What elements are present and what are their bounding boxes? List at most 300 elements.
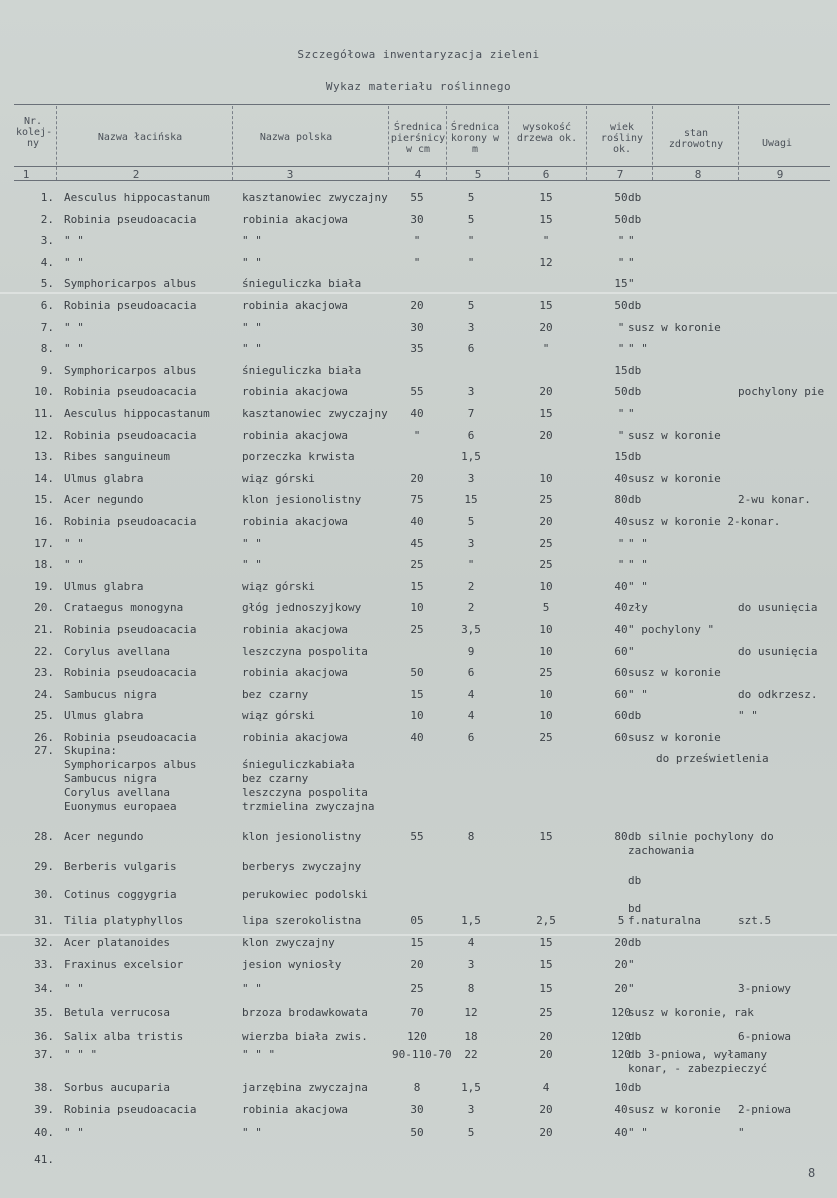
trunk-diameter: 50: [410, 666, 424, 680]
row-number: 13.: [34, 450, 54, 464]
trunk-diameter: ": [413, 428, 421, 442]
polish-name: robinia akacjowa: [242, 428, 348, 442]
trunk-diameter: 35: [410, 342, 424, 356]
tree-height: 15: [539, 191, 553, 204]
crown-diameter: ": [467, 255, 475, 269]
latin-name: Robinia pseudoacacia: [64, 515, 197, 528]
polish-name: robinia akacjowa: [242, 731, 348, 744]
row-number: 1.: [40, 191, 54, 204]
polish-name: bez czarny: [242, 687, 309, 701]
row-number: 21.: [34, 623, 54, 636]
plant-age: 120: [611, 1006, 631, 1019]
health-condition-continued: db: [628, 874, 642, 887]
plant-age: ": [617, 320, 625, 334]
health-condition: " ": [628, 342, 648, 356]
tree-height: 15: [539, 212, 553, 226]
plant-age: 5: [617, 914, 625, 927]
column-number: 6: [542, 168, 550, 181]
tree-height: 20: [539, 1048, 553, 1061]
row-number: 14.: [34, 471, 54, 485]
health-condition: susz w koronie 2-konar.: [628, 515, 781, 528]
trunk-diameter: 50: [410, 1126, 424, 1139]
row-number: 12.: [34, 428, 54, 442]
polish-name: brzoza brodawkowata: [242, 1006, 368, 1019]
plant-age: 80: [614, 830, 628, 843]
polish-name: robinia akacjowa: [242, 623, 348, 636]
group-latin-name: Sambucus nigra: [64, 772, 157, 785]
header-divider: [446, 106, 447, 180]
health-condition-continued: konar, - zabezpieczyć: [628, 1062, 768, 1075]
crown-diameter: 5: [467, 191, 475, 204]
crown-diameter: 22: [464, 1048, 478, 1061]
polish-name: robinia akacjowa: [242, 299, 348, 312]
trunk-diameter: 40: [410, 407, 424, 420]
health-condition: susz w koronie: [628, 731, 721, 744]
trunk-diameter: 15: [410, 579, 424, 593]
tree-height: ": [542, 234, 550, 248]
crown-diameter: 1,5: [461, 1081, 481, 1094]
crown-diameter: 9: [467, 644, 475, 658]
plant-age: ": [617, 342, 625, 356]
tree-height: 20: [539, 1030, 553, 1043]
latin-name: " ": [64, 234, 84, 248]
crown-diameter: ": [467, 558, 475, 572]
row-number: 3.: [40, 234, 54, 248]
column-number: 7: [616, 168, 624, 181]
polish-name: jarzębina zwyczajna: [242, 1081, 368, 1094]
trunk-diameter: 55: [410, 830, 424, 843]
plant-age: 15: [614, 450, 628, 464]
latin-name: Berberis vulgaris: [64, 860, 177, 873]
plant-age: 120: [611, 1048, 631, 1061]
tree-height: 10: [539, 687, 553, 701]
plant-age: 40: [614, 471, 628, 485]
trunk-diameter: 25: [410, 982, 424, 995]
row-number: 22.: [34, 644, 54, 658]
row-number: 19.: [34, 579, 54, 593]
plant-age: ": [617, 558, 625, 572]
latin-name: Symphoricarpos albus: [64, 277, 197, 291]
polish-name: wiąz górski: [242, 709, 315, 723]
row-number: 24.: [34, 687, 54, 701]
plant-age: 20: [614, 982, 628, 995]
row-number: 38.: [34, 1081, 54, 1094]
header-divider: [738, 106, 739, 180]
latin-name: Robinia pseudoacacia: [64, 1103, 197, 1116]
crown-diameter: 5: [467, 515, 475, 528]
latin-name: Cotinus coggygria: [64, 888, 177, 901]
health-condition: ": [628, 644, 635, 658]
document-subtitle: Wykaz materiału roślinnego: [325, 80, 512, 93]
trunk-diameter: 20: [410, 471, 424, 485]
row-number: 2.: [40, 212, 54, 226]
plant-age: ": [617, 255, 625, 269]
trunk-diameter: 30: [410, 320, 424, 334]
plant-age: 20: [614, 936, 628, 949]
document-title: Szczegółowa inwentaryzacja zieleni: [297, 48, 540, 61]
tree-height: 15: [539, 982, 553, 995]
trunk-diameter: 10: [410, 709, 424, 723]
tree-height: 20: [539, 428, 553, 442]
group-latin-label: Skupina:: [64, 744, 117, 757]
remarks: " ": [738, 709, 758, 723]
header-uwagi: Uwagi: [761, 138, 793, 149]
row-number: 40.: [34, 1126, 54, 1139]
health-condition: db: [628, 299, 642, 312]
trunk-diameter: 90-110-70: [392, 1048, 452, 1061]
health-condition: " ": [628, 1126, 648, 1139]
plant-age: 120: [611, 1030, 631, 1043]
plant-age: 10: [614, 1081, 628, 1094]
polish-name: robinia akacjowa: [242, 385, 348, 399]
plant-age: 40: [614, 1103, 628, 1116]
health-condition: ": [628, 958, 635, 971]
tree-height: 10: [539, 644, 553, 658]
health-condition: db: [628, 212, 642, 226]
tree-height: 25: [539, 558, 553, 572]
health-condition: ": [628, 407, 635, 420]
trunk-diameter: 45: [410, 536, 424, 550]
health-condition-continued: zachowania: [628, 844, 695, 857]
crown-diameter: 6: [467, 342, 475, 356]
trunk-diameter: ": [413, 234, 421, 248]
health-condition: db silnie pochylony do: [628, 830, 774, 843]
page-mark: 8: [808, 1166, 816, 1180]
plant-age: 60: [614, 644, 628, 658]
header-latin: Nazwa łacińska: [97, 132, 183, 143]
row-number: 11.: [34, 407, 54, 420]
health-condition: " ": [628, 579, 648, 593]
remarks: pochylony pie: [738, 385, 825, 399]
row-number: 41.: [34, 1153, 54, 1166]
crown-diameter: 15: [464, 493, 478, 507]
trunk-diameter: 40: [410, 731, 424, 744]
group-latin-name: Corylus avellana: [64, 786, 170, 799]
tree-height: 25: [539, 666, 553, 680]
tree-height: 25: [539, 493, 553, 507]
latin-name: Robinia pseudoacacia: [64, 385, 197, 399]
polish-name: " ": [242, 234, 262, 248]
row-number: 32.: [34, 936, 54, 949]
plant-age: 50: [614, 212, 628, 226]
latin-name: Ulmus glabra: [64, 471, 144, 485]
latin-name: Aesculus hippocastanum: [64, 191, 210, 204]
group-condition: do prześwietlenia: [656, 752, 769, 765]
polish-name: klon jesionolistny: [242, 493, 362, 507]
crown-diameter: 4: [467, 936, 475, 949]
header-divider: [652, 106, 653, 180]
header-divider: [232, 106, 233, 180]
tree-height: 2,5: [536, 914, 556, 927]
header-wiek: wiek rośliny ok.: [600, 122, 644, 155]
polish-name: " ": [242, 255, 262, 269]
plant-age: 50: [614, 385, 628, 399]
plant-age: 15: [614, 363, 628, 377]
polish-name: berberys zwyczajny: [242, 860, 362, 873]
header-nr: Nr. kolej- ny: [16, 116, 53, 149]
polish-name: robinia akacjowa: [242, 666, 348, 680]
row-number: 10.: [34, 385, 54, 399]
header-divider: [388, 106, 389, 180]
tree-height: 10: [539, 709, 553, 723]
crown-diameter: 18: [464, 1030, 478, 1043]
polish-name: robinia akacjowa: [242, 212, 348, 226]
tree-height: 4: [542, 1081, 550, 1094]
header-divider: [56, 106, 57, 180]
plant-age: 50: [614, 191, 628, 204]
tree-height: 15: [539, 936, 553, 949]
column-number: 1: [22, 168, 30, 181]
polish-name: " ": [242, 982, 262, 995]
crown-diameter: 3: [467, 536, 475, 550]
crown-diameter: ": [467, 234, 475, 248]
polish-name: wierzba biała zwis.: [242, 1030, 368, 1043]
health-condition: f.naturalna: [628, 914, 701, 927]
trunk-diameter: 40: [410, 515, 424, 528]
row-number: 26.: [34, 731, 54, 744]
crown-diameter: 6: [467, 428, 475, 442]
trunk-diameter: 20: [410, 299, 424, 312]
trunk-diameter: 20: [410, 958, 424, 971]
plant-age: ": [617, 234, 625, 248]
row-number: 34.: [34, 982, 54, 995]
polish-name: porzeczka krwista: [242, 450, 355, 464]
row-number: 7.: [40, 320, 54, 334]
crown-diameter: 5: [467, 1126, 475, 1139]
group-polish-name: bez czarny: [242, 772, 309, 785]
latin-name: Crataegus monogyna: [64, 601, 184, 615]
row-number: 5.: [40, 277, 54, 291]
tree-height: 10: [539, 623, 553, 636]
polish-name: wiąz górski: [242, 579, 315, 593]
health-condition: " ": [628, 687, 648, 701]
health-condition: db 3-pniowa, wyłamany: [628, 1048, 768, 1061]
tree-height: 20: [539, 1126, 553, 1139]
health-condition: db: [628, 363, 642, 377]
tree-height: 10: [539, 471, 553, 485]
header-piersnica: Średnica pierśnicy w cm: [390, 122, 446, 155]
plant-age: 15: [614, 277, 628, 291]
remarks: szt.5: [738, 914, 772, 927]
row-number: 33.: [34, 958, 54, 971]
tree-height: 20: [539, 385, 553, 399]
header-divider: [508, 106, 509, 180]
latin-name: Robinia pseudoacacia: [64, 623, 197, 636]
column-number: 4: [414, 168, 422, 181]
latin-name: Fraxinus excelsior: [64, 958, 184, 971]
latin-name: " " ": [64, 1048, 98, 1061]
crown-diameter: 1,5: [461, 914, 481, 927]
remarks: do usunięcia: [738, 644, 818, 658]
plant-age: 20: [614, 958, 628, 971]
row-number: 15.: [34, 493, 54, 507]
health-condition: db: [628, 450, 642, 464]
group-polish-name: leszczyna pospolita: [242, 786, 368, 799]
crown-diameter: 1,5: [461, 450, 481, 464]
header-divider: [586, 106, 587, 180]
remarks: 3-pniowy: [738, 982, 791, 995]
health-condition: ": [628, 255, 635, 269]
health-condition: susz w koronie: [628, 471, 721, 485]
latin-name: Tilia platyphyllos: [64, 914, 184, 927]
tree-height: 12: [539, 255, 553, 269]
latin-name: " ": [64, 255, 84, 269]
plant-age: ": [617, 407, 625, 420]
trunk-diameter: 8: [413, 1081, 421, 1094]
health-condition-continued: bd: [628, 902, 642, 915]
group-latin-name: Euonymus europaea: [64, 800, 177, 813]
tree-height: 5: [542, 601, 550, 615]
trunk-diameter: 15: [410, 687, 424, 701]
polish-name: kasztanowiec zwyczajny: [242, 191, 388, 204]
plant-age: 60: [614, 687, 628, 701]
polish-name: śnieguliczka biała: [242, 363, 362, 377]
health-condition: db: [628, 709, 642, 723]
health-condition: db: [628, 1030, 642, 1043]
header-wysokosc: wysokość drzewa ok.: [516, 122, 578, 144]
crown-diameter: 3: [467, 471, 475, 485]
trunk-diameter: ": [413, 255, 421, 269]
crown-diameter: 12: [464, 1006, 478, 1019]
health-condition: db: [628, 493, 642, 507]
latin-name: " ": [64, 536, 84, 550]
row-number: 25.: [34, 709, 54, 723]
plant-age: 60: [614, 666, 628, 680]
row-number: 18.: [34, 558, 54, 572]
latin-name: Acer negundo: [64, 493, 144, 507]
latin-name: Ulmus glabra: [64, 709, 144, 723]
tree-height: 20: [539, 320, 553, 334]
tree-height: 15: [539, 830, 553, 843]
polish-name: lipa szerokolistna: [242, 914, 362, 927]
group-polish-name: śnieguliczkabiała: [242, 758, 355, 771]
group-latin-name: Symphoricarpos albus: [64, 758, 197, 771]
health-condition: susz w koronie, rak: [628, 1006, 754, 1019]
row-number: 30.: [34, 888, 54, 901]
latin-name: Robinia pseudoacacia: [64, 428, 197, 442]
latin-name: Robinia pseudoacacia: [64, 212, 197, 226]
tree-height: 25: [539, 731, 553, 744]
latin-name: " ": [64, 320, 84, 334]
health-condition: susz w koronie: [628, 1103, 721, 1116]
tree-height: 20: [539, 1103, 553, 1116]
health-condition: ": [628, 277, 635, 291]
crown-diameter: 6: [467, 731, 475, 744]
row-number: 28.: [34, 830, 54, 843]
polish-name: jesion wyniosły: [242, 958, 342, 971]
row-number: 16.: [34, 515, 54, 528]
crown-diameter: 6: [467, 666, 475, 680]
remarks: do usunięcia: [738, 601, 818, 615]
health-condition: " ": [628, 558, 648, 572]
health-condition: db: [628, 385, 642, 399]
header-rule: [14, 166, 830, 167]
plant-age: 40: [614, 515, 628, 528]
trunk-diameter: 70: [410, 1006, 424, 1019]
trunk-diameter: 75: [410, 493, 424, 507]
health-condition: db: [628, 191, 642, 204]
health-condition: susz w koronie: [628, 320, 721, 334]
polish-name: " ": [242, 342, 262, 356]
tree-height: 10: [539, 579, 553, 593]
latin-name: Robinia pseudoacacia: [64, 666, 197, 680]
row-number: 4.: [40, 255, 54, 269]
row-number: 36.: [34, 1030, 54, 1043]
tree-height: 15: [539, 407, 553, 420]
polish-name: " ": [242, 1126, 262, 1139]
crown-diameter: 7: [467, 407, 475, 420]
latin-name: Ulmus glabra: [64, 579, 144, 593]
row-number: 35.: [34, 1006, 54, 1019]
crown-diameter: 4: [467, 687, 475, 701]
paper-fold: [0, 292, 837, 294]
remarks: 2-wu konar.: [738, 493, 811, 507]
trunk-diameter: 10: [410, 601, 424, 615]
trunk-diameter: 30: [410, 212, 424, 226]
row-number: 20.: [34, 601, 54, 615]
latin-name: Aesculus hippocastanum: [64, 407, 210, 420]
column-number: 5: [474, 168, 482, 181]
latin-name: " ": [64, 342, 84, 356]
header-polish: Nazwa polska: [259, 132, 333, 143]
tree-height: 25: [539, 1006, 553, 1019]
polish-name: wiąz górski: [242, 471, 315, 485]
row-number: 6.: [40, 299, 54, 312]
column-number: 3: [286, 168, 294, 181]
column-number: 8: [694, 168, 702, 181]
trunk-diameter: 55: [410, 191, 424, 204]
crown-diameter: 3,5: [461, 623, 481, 636]
plant-age: 50: [614, 299, 628, 312]
crown-diameter: 2: [467, 601, 475, 615]
trunk-diameter: 25: [410, 558, 424, 572]
row-number: 8.: [40, 342, 54, 356]
plant-age: ": [617, 536, 625, 550]
polish-name: głóg jednoszyjkowy: [242, 601, 362, 615]
plant-age: 40: [614, 1126, 628, 1139]
latin-name: Ribes sanguineum: [64, 450, 170, 464]
polish-name: kasztanowiec zwyczajny: [242, 407, 388, 420]
latin-name: Betula verrucosa: [64, 1006, 170, 1019]
plant-age: 60: [614, 731, 628, 744]
latin-name: Acer platanoides: [64, 936, 170, 949]
plant-age: ": [617, 428, 625, 442]
health-condition: zły: [628, 601, 648, 615]
crown-diameter: 3: [467, 1103, 475, 1116]
trunk-diameter: 30: [410, 1103, 424, 1116]
header-stan: stan zdrowotny: [668, 128, 724, 150]
crown-diameter: 5: [467, 299, 475, 312]
trunk-diameter: 15: [410, 936, 424, 949]
polish-name: perukowiec podolski: [242, 888, 368, 901]
row-number: 9.: [40, 363, 54, 377]
row-number: 29.: [34, 860, 54, 873]
row-number: 37.: [34, 1048, 54, 1061]
group-polish-name: trzmielina zwyczajna: [242, 800, 375, 813]
crown-diameter: 4: [467, 709, 475, 723]
latin-name: Robinia pseudoacacia: [64, 731, 197, 744]
header-korona: Średnica korony w m: [450, 122, 500, 155]
health-condition: ": [628, 982, 635, 995]
tree-height: 15: [539, 958, 553, 971]
crown-diameter: 8: [467, 982, 475, 995]
health-condition: db: [628, 1081, 642, 1094]
polish-name: " ": [242, 320, 262, 334]
latin-name: " ": [64, 558, 84, 572]
polish-name: leszczyna pospolita: [242, 644, 368, 658]
latin-name: Sorbus aucuparia: [64, 1081, 170, 1094]
crown-diameter: 8: [467, 830, 475, 843]
